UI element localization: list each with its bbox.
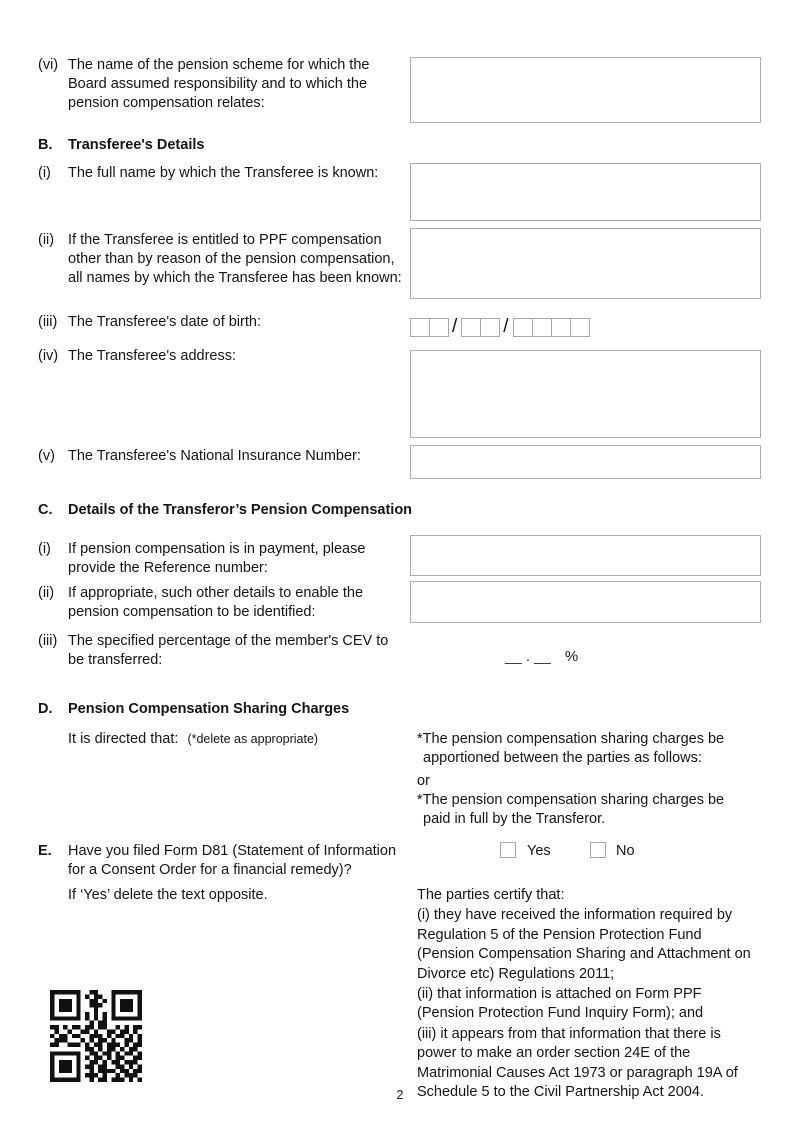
- c-ii-number: (ii): [38, 585, 55, 601]
- dob-group: [410, 318, 448, 337]
- certify-block: [417, 886, 751, 1103]
- other-details-box[interactable]: [410, 581, 761, 623]
- dob-separator: /: [452, 316, 458, 337]
- dob-cell[interactable]: [429, 318, 449, 337]
- b-i-number: (i): [38, 165, 51, 181]
- dob-cell[interactable]: [532, 318, 552, 337]
- no-checkbox-label: No: [616, 843, 635, 859]
- b-i-label: The full name by which the Transferee is known:: [68, 165, 379, 181]
- yes-checkbox-label: Yes: [527, 843, 551, 859]
- dob-separator: /: [503, 316, 509, 337]
- b-ii-label: If the Transferee is entitled to PPF compensation other than by reason of the pension compensation, all names by which the Transferee has been known:: [68, 232, 402, 286]
- dob-field[interactable]: [410, 317, 589, 337]
- certify-item-1: (i) they have received the information required by Regulation 5 of the Pension Protection Fund (Pension Compensation Sharing and Attachment on Divorce etc) Regulations 2011;: [417, 907, 751, 982]
- charges-or-label: or: [417, 773, 430, 789]
- qr-code: [50, 990, 142, 1082]
- c-iii-label: The specified percentage of the member's CEV to be transferred:: [68, 633, 389, 668]
- transferee-address-box[interactable]: [410, 350, 761, 438]
- certify-item-3: (iii) it appears from that information that there is power to make an order section 24E of the Matrimonial Causes Act 1973 or paragraph 19A of Schedule 5 to the Civil Partnership Act 2004.: [417, 1025, 738, 1101]
- pension-scheme-name-box[interactable]: [410, 57, 761, 123]
- percent-sign: %: [564, 648, 579, 665]
- b-ii-number: (ii): [38, 232, 55, 248]
- c-ii-label: If appropriate, such other details to enable the pension compensation to be identified:: [68, 585, 364, 620]
- dob-cell[interactable]: [551, 318, 571, 337]
- cev-percentage-field: [505, 647, 578, 666]
- transferee-full-name-box[interactable]: [410, 163, 761, 221]
- section-d-letter: D.: [38, 701, 53, 717]
- no-checkbox[interactable]: [590, 842, 606, 858]
- b-v-label: The Transferee's National Insurance Number:: [68, 448, 361, 464]
- direction-label: It is directed that:: [68, 731, 179, 747]
- section-c-title: Details of the Transferor’s Pension Compensation: [68, 502, 413, 518]
- section-c-letter: C.: [38, 502, 53, 518]
- e-question: Have you filed Form D81 (Statement of Information for a Consent Order for a financial remedy)?: [68, 843, 397, 878]
- c-i-label: If pension compensation is in payment, please provide the Reference number:: [68, 541, 366, 576]
- section-b-letter: B.: [38, 137, 53, 153]
- dob-cell[interactable]: [410, 318, 430, 337]
- b-iii-number: (iii): [38, 314, 58, 330]
- transferee-nino-box[interactable]: [410, 445, 761, 479]
- direction-line: [68, 730, 318, 749]
- charges-option-1-line1: *The pension compensation sharing charges be: [417, 731, 725, 747]
- reference-number-box[interactable]: [410, 535, 761, 576]
- e-note: If ‘Yes’ delete the text opposite.: [68, 887, 268, 903]
- charges-option-2-line2: paid in full by the Transferor.: [423, 811, 606, 827]
- section-e-letter: E.: [38, 843, 52, 859]
- dob-cell[interactable]: [480, 318, 500, 337]
- section-b-title: Transferee's Details: [68, 137, 205, 153]
- yes-checkbox[interactable]: [500, 842, 516, 858]
- dob-cell[interactable]: [461, 318, 481, 337]
- charges-option-1-line2: apportioned between the parties as follows:: [423, 750, 702, 766]
- c-iii-number: (iii): [38, 633, 58, 649]
- delete-as-appropriate-note: (*delete as appropriate): [187, 732, 319, 746]
- section-d-title: Pension Compensation Sharing Charges: [68, 701, 350, 717]
- certify-intro: The parties certify that:: [417, 887, 565, 903]
- b-iv-number: (iv): [38, 348, 59, 364]
- b-v-number: (v): [38, 448, 55, 464]
- dob-cell[interactable]: [513, 318, 533, 337]
- c-i-number: (i): [38, 541, 51, 557]
- transferee-other-names-box[interactable]: [410, 228, 761, 299]
- dob-group: [461, 318, 499, 337]
- dob-cell[interactable]: [570, 318, 590, 337]
- item-vi-label: The name of the pension scheme for which the Board assumed responsibility and to which the pension compensation relates:: [68, 57, 370, 111]
- dob-group: [513, 318, 589, 337]
- cev-percentage-blank[interactable]: __ . __: [505, 648, 551, 665]
- b-iv-label: The Transferee's address:: [68, 348, 236, 364]
- b-iii-label: The Transferee's date of birth:: [68, 314, 261, 330]
- charges-option-2-line1: *The pension compensation sharing charges be: [417, 792, 725, 808]
- item-vi-number: (vi): [38, 57, 59, 73]
- certify-item-2: (ii) that information is attached on Form PPF (Pension Protection Fund Inquiry Form); and: [417, 986, 704, 1022]
- page-number: 2: [396, 1088, 404, 1102]
